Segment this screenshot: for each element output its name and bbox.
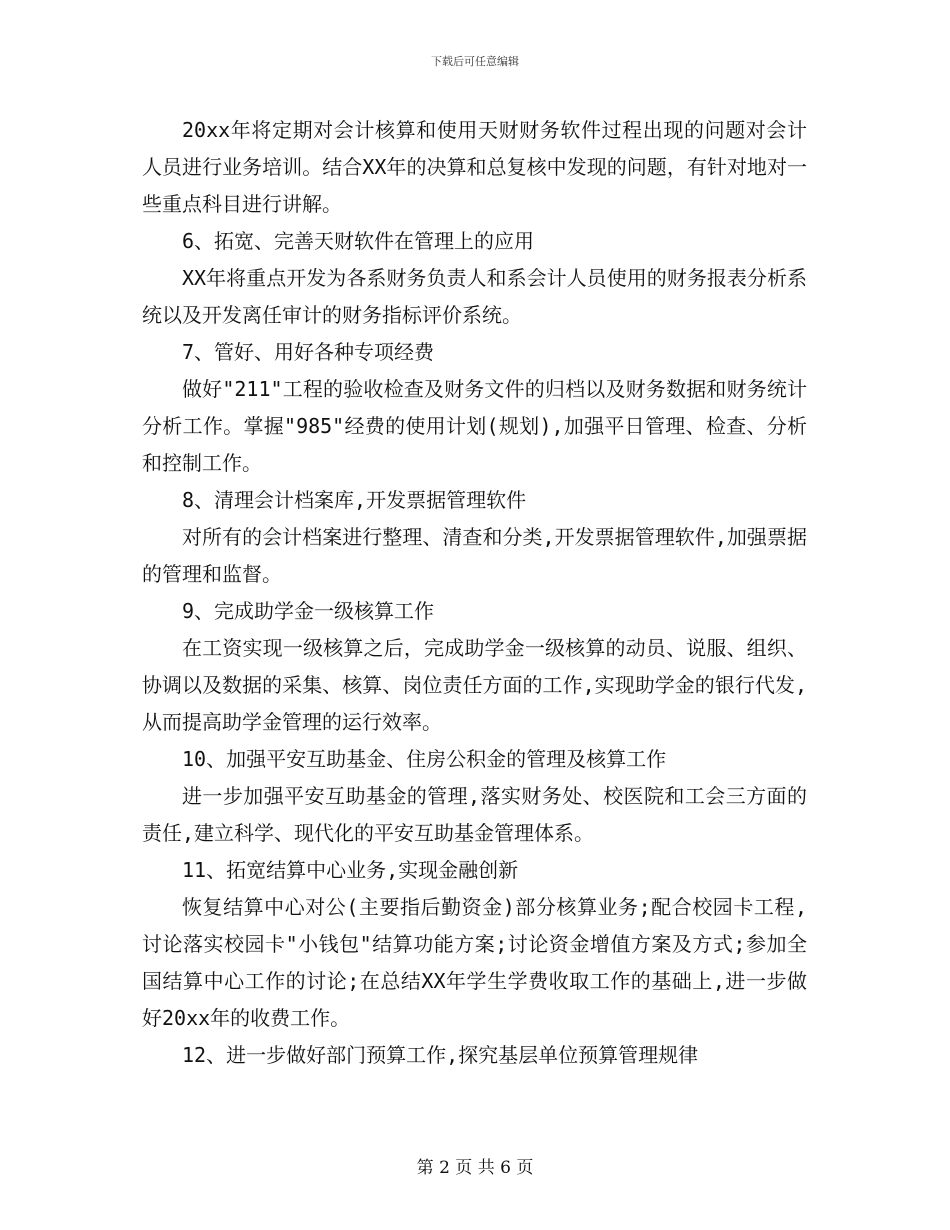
paragraph: 进一步加强平安互助基金的管理,落实财务处、校医院和工会三方面的责任,建立科学、现代化的平安互助基金管理体系。 (142, 784, 807, 845)
section-heading: 6、拓宽、完善天财软件在管理上的应用 (182, 229, 535, 253)
section-heading: 8、清理会计档案库,开发票据管理软件 (182, 488, 527, 512)
paragraph: XX年将重点开发为各系财务负责人和系会计人员使用的财务报表分析系统以及开发离任审计的财务指标评价系统。 (142, 266, 807, 327)
page-number: 第 2 页 共 6 页 (416, 1158, 534, 1178)
section-heading: 9、完成助学金一级核算工作 (182, 599, 435, 623)
document-body (142, 112, 807, 1074)
paragraph: 恢复结算中心对公(主要指后勤资金)部分核算业务;配合校园卡工程,讨论落实校园卡"小钱包"结算功能方案;讨论资金增值方案及方式;参加全国结算中心工作的讨论;在总结XX年学生学费收取工作的基础上,进一步做好20xx年的收费工作。 (142, 895, 807, 1030)
section-heading: 10、加强平安互助基金、住房公积金的管理及核算工作 (182, 747, 667, 771)
section-heading: 7、管好、用好各种专项经费 (182, 340, 435, 364)
section-heading: 12、进一步做好部门预算工作,探究基层单位预算管理规律 (182, 1043, 699, 1067)
paragraph: 对所有的会计档案进行整理、清查和分类,开发票据管理软件,加强票据的管理和监督。 (142, 525, 807, 586)
paragraph: 做好"211"工程的验收检查及财务文件的归档以及财务数据和财务统计分析工作。掌握"985"经费的使用计划(规划),加强平日管理、检查、分析和控制工作。 (142, 377, 807, 475)
header-note: 下载后可任意编辑 (431, 55, 519, 68)
section-heading: 11、拓宽结算中心业务,实现金融创新 (182, 858, 519, 882)
paragraph: 在工资实现一级核算之后，完成助学金一级核算的动员、说服、组织、协调以及数据的采集、核算、岗位责任方面的工作,实现助学金的银行代发,从而提高助学金管理的运行效率。 (142, 636, 807, 734)
paragraph: 20xx年将定期对会计核算和使用天财财务软件过程出现的问题对会计人员进行业务培训。结合XX年的决算和总复核中发现的问题，有针对地对一些重点科目进行讲解。 (142, 118, 807, 216)
